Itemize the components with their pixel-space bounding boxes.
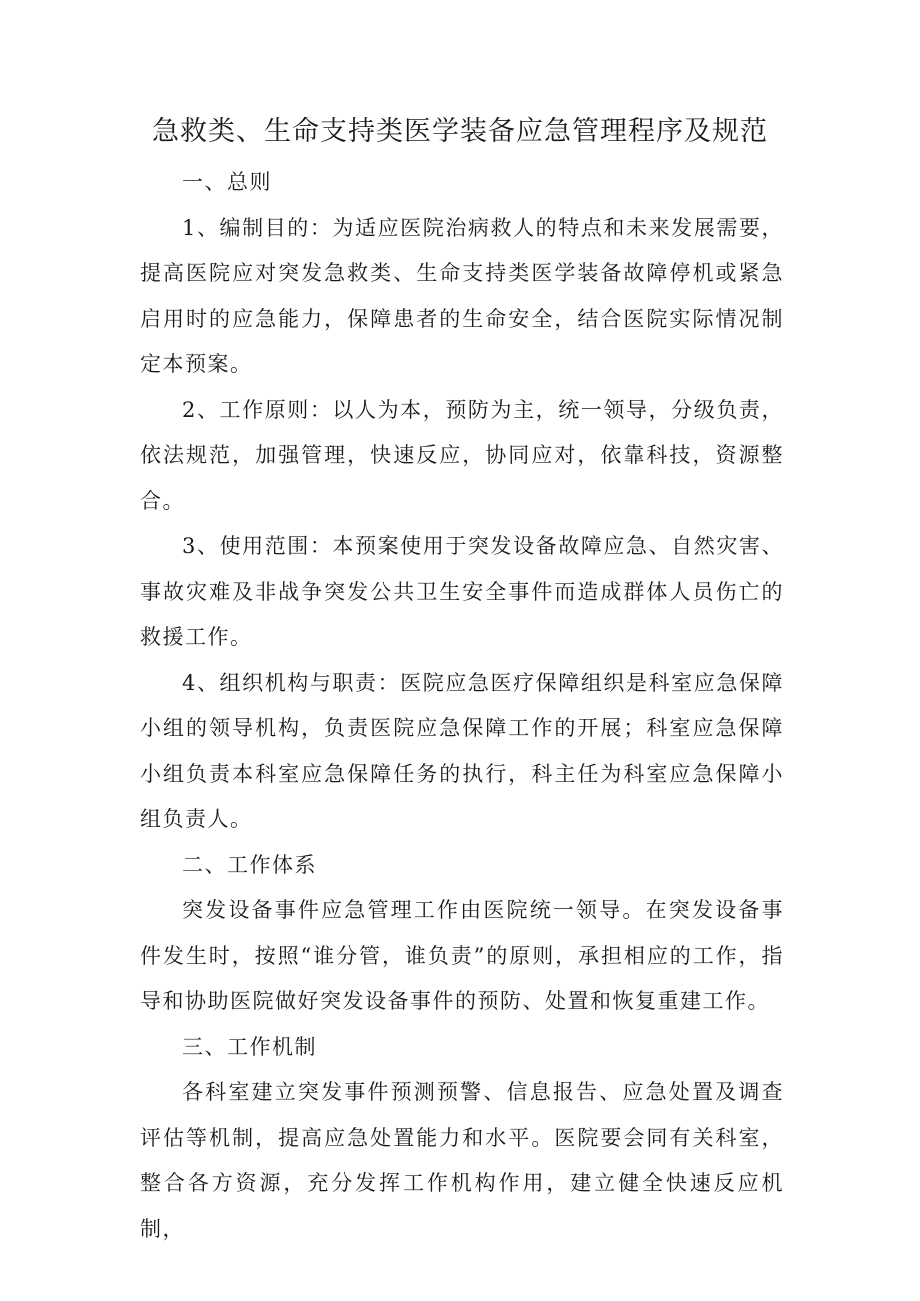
paragraph-principles: 2、工作原则：以人为本，预防为主，统一领导，分级负责，依法规范，加强管理，快速反应，协同应对，依靠科技，资源整合。 <box>140 397 784 513</box>
paragraph-mechanism: 各科室建立突发事件预测预警、信息报告、应急处置及调查评估等机制，提高应急处置能力和水平。医院要会同有关科室，整合各方资源，充分发挥工作机构作用，建立健全快速反应机制， <box>140 1080 784 1241</box>
paragraph-purpose: 1、编制目的：为适应医院治病救人的特点和未来发展需要，提高医院应对突发急救类、生命支持类医学装备故障停机或紧急启用时的应急能力，保障患者的生命安全，结合医院实际情况制定本预案。 <box>140 215 784 376</box>
document-body <box>140 160 784 1252</box>
paragraph-organization: 4、组织机构与职责：医院应急医疗保障组织是科室应急保障小组的领导机构，负责医院应急保障工作的开展；科室应急保障小组负责本科室应急保障任务的执行，科主任为科室应急保障小组负责人。 <box>140 670 784 831</box>
section-heading-general: 一、总则 <box>182 170 272 194</box>
section-heading-system: 二、工作体系 <box>182 852 317 877</box>
section-heading-mechanism: 三、工作机制 <box>182 1034 317 1059</box>
paragraph-system: 突发设备事件应急管理工作由医院统一领导。在突发设备事件发生时，按照“谁分管，谁负责”的原则，承担相应的工作，指导和协助医院做好突发设备事件的预防、处置和恢复重建工作。 <box>140 898 784 1013</box>
document-title: 急救类、生命支持类医学装备应急管理程序及规范 <box>152 116 768 147</box>
paragraph-scope: 3、使用范围：本预案使用于突发设备故障应急、自然灾害、事故灾难及非战争突发公共卫生安全事件而造成群体人员伤亡的救援工作。 <box>140 534 784 649</box>
